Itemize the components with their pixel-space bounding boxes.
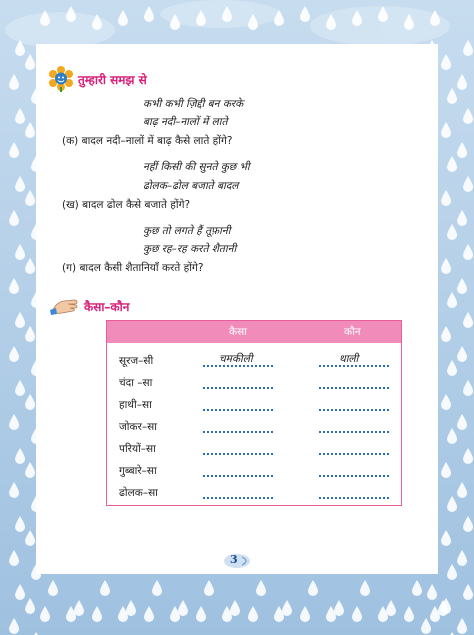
question-kha: (ख) बादल ढोल कैसे बजाते होंगे? — [62, 199, 191, 211]
row-label: सूरज–सी — [119, 355, 154, 367]
poem-line: बाढ़ नदी–नालों में लाते — [143, 116, 228, 128]
question-ka: (क) बादल नदी–नालों में बाढ़ कैसे लाते होंगे? — [62, 135, 233, 147]
section-understanding-title: तुम्हारी समझ से — [78, 72, 147, 87]
row-label: चंदा –सा — [119, 377, 153, 389]
question-ga: (ग) बादल कैसी शैतानियाँ करते होंगे? — [62, 262, 204, 274]
poem-line: कुछ तो लगते हैं तूफ़ानी — [143, 225, 231, 237]
table-row — [107, 351, 401, 373]
blank-kaun — [319, 409, 389, 411]
poem-line: ढोलक–ढोल बजाते बादल — [143, 180, 239, 192]
page-number: 3 — [230, 553, 238, 566]
row-label: हाथी–सा — [119, 399, 152, 411]
poem-line: कुछ रह–रह करते शैतानी — [143, 243, 237, 255]
table-row — [107, 417, 401, 439]
row-label: परियों–सा — [119, 443, 156, 455]
answer-kaun: थाली — [339, 353, 359, 365]
blank-kaun — [319, 475, 389, 477]
poem-line: नहीं किसी की सुनते कुछ भी — [143, 161, 250, 173]
blank-kaun — [319, 431, 389, 433]
blank-kaisa — [203, 475, 273, 477]
table-header — [107, 321, 401, 343]
section-kaisa-kaun-header — [50, 296, 129, 316]
poem-line: कभी कभी ज़िद्दी बन करके — [143, 98, 244, 110]
row-label: जोकर–सा — [119, 421, 157, 433]
row-label: गुब्बारे–सा — [119, 465, 157, 477]
content-page — [36, 44, 438, 574]
blank-kaun — [319, 387, 389, 389]
table-row — [107, 483, 401, 505]
row-label: ढोलक–सा — [119, 487, 158, 499]
blank-kaun — [319, 453, 389, 455]
column-header-kaun: कौन — [344, 326, 361, 338]
answer-kaisa: चमकीली — [219, 353, 253, 365]
section-kaisa-kaun-title: कैसा–कौन — [84, 299, 130, 314]
blank-kaisa — [203, 387, 273, 389]
blank-kaisa — [203, 409, 273, 411]
section-understanding-header — [48, 66, 147, 92]
blank-kaun — [319, 497, 389, 499]
table-row — [107, 439, 401, 461]
blank-kaisa — [203, 497, 273, 499]
kaisa-kaun-table — [106, 320, 402, 506]
table-row — [107, 461, 401, 483]
blank-kaisa — [203, 453, 273, 455]
column-header-kaisa: कैसा — [229, 326, 247, 338]
sunflower-icon — [48, 66, 74, 92]
blank-kaisa — [203, 431, 273, 433]
hand-pointer-icon — [50, 296, 80, 316]
table-row — [107, 395, 401, 417]
page-number-badge — [222, 552, 252, 570]
table-row — [107, 373, 401, 395]
